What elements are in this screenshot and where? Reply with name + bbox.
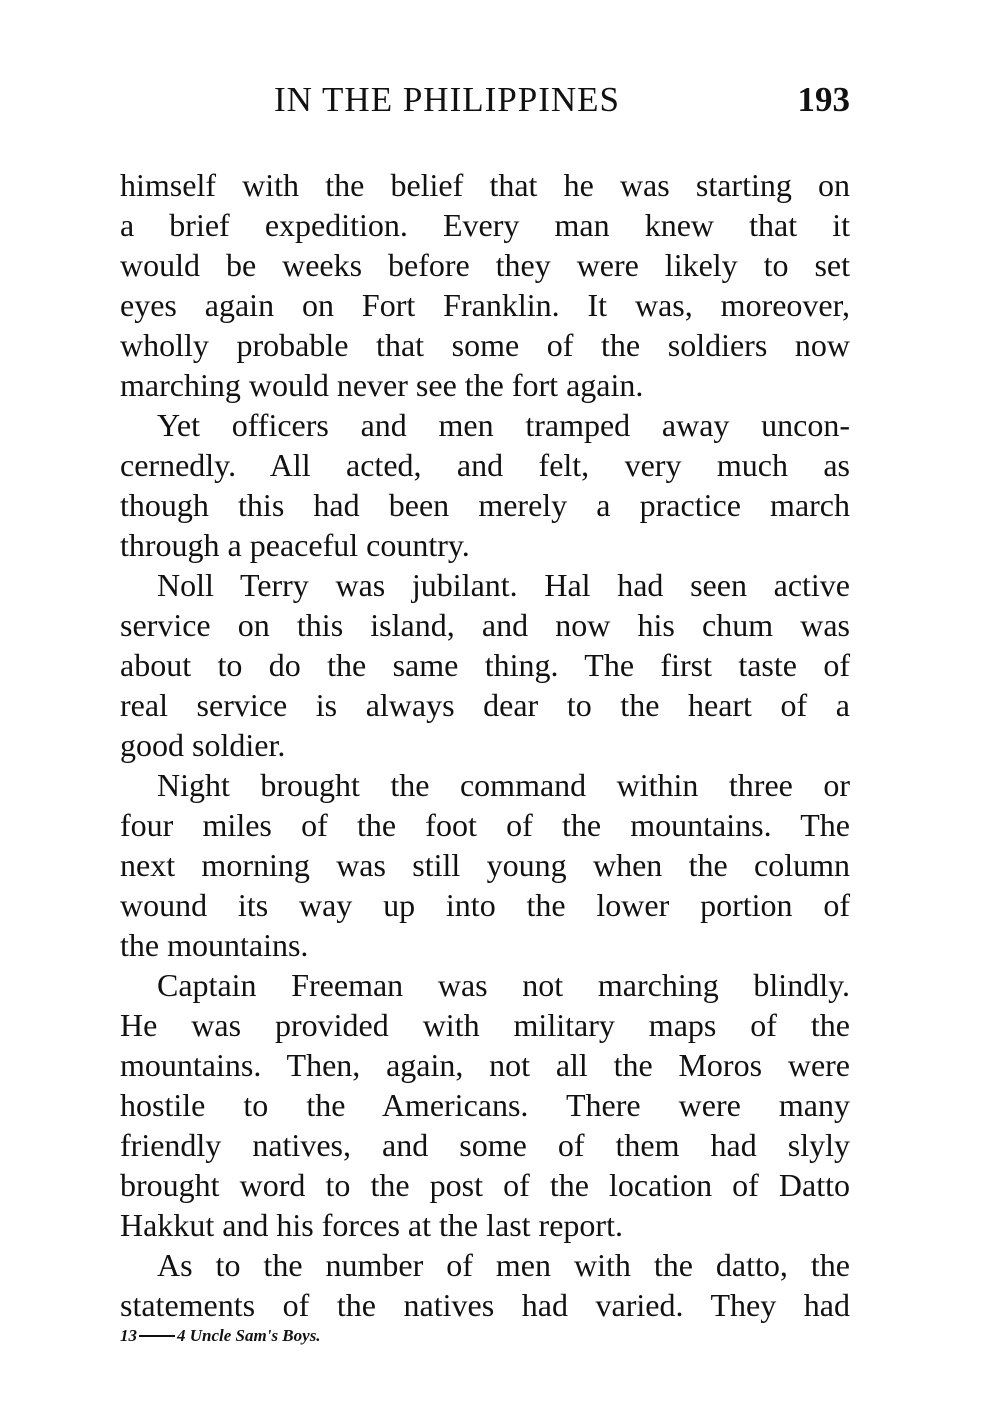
text-line: eyes again on Fort Franklin. It was, moreover,: [120, 287, 850, 323]
text-line: good soldier.: [120, 727, 286, 763]
text-line: wound its way up into the lower portion of: [120, 887, 850, 923]
paragraph: [120, 765, 850, 965]
text-line: As to the number of men with the datto, the: [157, 1247, 850, 1283]
text-line: a brief expedition. Every man knew that it: [120, 207, 850, 243]
text-line: Hakkut and his forces at the last report.: [120, 1207, 623, 1243]
text-line: himself with the belief that he was starting on: [120, 167, 850, 203]
text-line: cernedly. All acted, and felt, very much as: [120, 447, 850, 483]
signature-title: 4 Uncle Sam's Boys.: [177, 1326, 321, 1345]
text-line: next morning was still young when the column: [120, 847, 850, 883]
paragraph: [120, 405, 850, 565]
paragraph: [120, 165, 850, 405]
text-line: would be weeks before they were likely to set: [120, 247, 850, 283]
signature-number: 13: [120, 1326, 137, 1345]
text-line: service on this island, and now his chum was: [120, 607, 850, 643]
page-number: 193: [797, 80, 850, 119]
text-line: wholly probable that some of the soldiers now: [120, 327, 850, 363]
text-line: hostile to the Americans. There were many: [120, 1087, 850, 1123]
text-line: though this had been merely a practice march: [120, 487, 850, 523]
text-line: brought word to the post of the location of Datto: [120, 1167, 850, 1203]
paragraph: [120, 565, 850, 765]
text-line: Captain Freeman was not marching blindly.: [157, 967, 850, 1003]
paragraph: [120, 1245, 850, 1325]
running-head: [120, 80, 850, 130]
body-text: [120, 165, 850, 1325]
printer-signature: [120, 1326, 321, 1346]
text-line: the mountains.: [120, 927, 309, 963]
text-line: about to do the same thing. The first taste of: [120, 647, 850, 683]
paragraph: [120, 965, 850, 1245]
text-line: through a peaceful country.: [120, 527, 470, 563]
text-line: Night brought the command within three or: [157, 767, 850, 803]
text-line: marching would never see the fort again.: [120, 367, 644, 403]
text-line: friendly natives, and some of them had slyly: [120, 1127, 850, 1163]
text-line: statements of the natives had varied. They had: [120, 1287, 850, 1323]
text-line: real service is always dear to the heart of a: [120, 687, 850, 723]
text-line: four miles of the foot of the mountains. The: [120, 807, 850, 843]
text-line: He was provided with military maps of the: [120, 1007, 850, 1043]
text-line: Yet officers and men tramped away uncon-: [157, 407, 850, 443]
text-line: Noll Terry was jubilant. Hal had seen active: [157, 567, 850, 603]
text-line: mountains. Then, again, not all the Moros were: [120, 1047, 850, 1083]
running-title: IN THE PHILIPPINES: [274, 80, 620, 119]
signature-rule: [139, 1335, 175, 1337]
